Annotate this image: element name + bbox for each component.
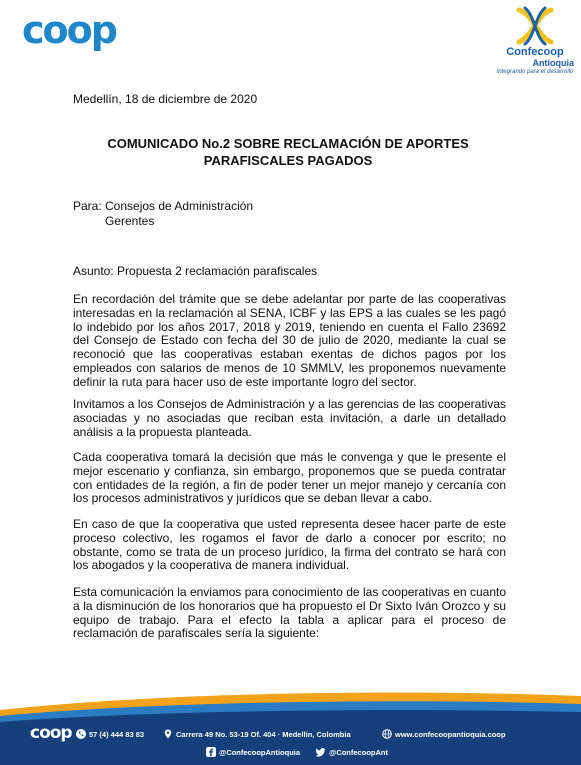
footer-facebook[interactable] <box>206 747 300 757</box>
coop-logo-text: coop <box>22 8 116 52</box>
footer-twitter[interactable] <box>316 747 388 757</box>
recipients-label: Para: <box>73 199 102 213</box>
body-paragraph-5: Esta comunicación la enviamos para conocimiento de las cooperativas en cuanto a la disminución de los honorarios que ha propuesto el Dr Sixto Iván Orozco y su equipo de trabajo. Para el efecto la tabla a aplicar para el proceso de reclamación de parafiscales sería la siguiente: <box>73 585 506 641</box>
recipient-consejos: Consejos de Administración <box>105 199 254 213</box>
body-paragraph-2: Invitamos a los Consejos de Administración y a las gerencias de las cooperativas asociadas y no asociadas que reciban esta invitación, a darle un detallado análisis a la propuesta planteada. <box>73 397 506 439</box>
footer-twitter-text[interactable]: @ConfecoopAnt <box>329 747 388 757</box>
footer-website[interactable] <box>382 729 506 739</box>
body-paragraph-3: Cada cooperativa tomará la decisión que más le convenga y que le presente el mejor escenario y confianza, sin embargo, proponemos que se pueda contratar con entidades de la región, a fin de poder tener un mejor manejo y cercanía con los procesos administrativos y jurídicos que se deban llevar a cabo. <box>73 450 506 506</box>
footer-facebook-text[interactable]: @ConfecoopAntioquia <box>219 747 301 757</box>
footer-coop-logo: coop <box>30 723 72 743</box>
letter-subject: Asunto: Propuesta 2 reclamación parafiscales <box>73 264 318 278</box>
footer-address <box>163 729 351 739</box>
confecoop-tagline: Integrando para el desarrollo <box>496 69 574 75</box>
footer-phone-text: 57 (4) 444 83 83 <box>89 729 145 739</box>
location-pin-icon <box>163 729 173 739</box>
letter-title <box>73 135 503 169</box>
confecoop-name: Confecoop <box>506 46 564 58</box>
letter-date: Medellín, 18 de diciembre de 2020 <box>73 92 258 106</box>
footer-phone <box>76 729 144 739</box>
footer-address-text: Carrera 49 No. 53-19 Of. 404 · Medellín, Colombia <box>176 729 351 739</box>
footer-contact-row <box>0 723 581 745</box>
letter-title-line-2: PARAFISCALES PAGADOS <box>203 153 373 168</box>
confecoop-emblem-icon <box>511 6 559 46</box>
confecoop-antioquia-logo <box>492 6 578 80</box>
facebook-icon <box>206 747 216 757</box>
footer <box>0 680 581 765</box>
recipients-list <box>105 199 253 229</box>
phone-icon <box>76 729 86 739</box>
coop-logo <box>22 8 114 52</box>
body-paragraph-1: En recordación del trámite que se debe adelantar por parte de las cooperativas interesadas en la reclamación al SENA, ICBF y las EPS a las cuales se les pagó lo indebido por los años 2017, 2018 y 2019, teniendo en cuenta el Fallo 23692 del Consejo de Estado con fecha del 30 de julio de 2020, mediante la cual se reconoció que las cooperativas estaban exentas de dichos pagos por los empleados con salarios de menos de 10 SMMLV, les proponemos nuevamente definir la ruta para hacer uso de este importante logro del sector. <box>73 292 506 389</box>
globe-icon <box>382 729 392 739</box>
recipient-gerentes: Gerentes <box>105 214 155 228</box>
confecoop-region: Antioquia <box>532 58 574 68</box>
footer-website-text[interactable]: www.confecoopantioquia.coop <box>395 729 506 739</box>
twitter-icon <box>316 747 326 757</box>
body-paragraph-4: En caso de que la cooperativa que usted representa desee hacer parte de este proceso colectivo, les rogamos el favor de darlo a conocer por escrito; no obstante, como se trata de un proceso jurídico, la firma del contrato se hará con los abogados y la cooperativa de manera individual. <box>73 517 506 573</box>
letter-title-line-1: COMUNICADO No.2 SOBRE RECLAMACIÓN DE APORTES <box>107 136 469 151</box>
footer-social-row <box>0 747 581 761</box>
